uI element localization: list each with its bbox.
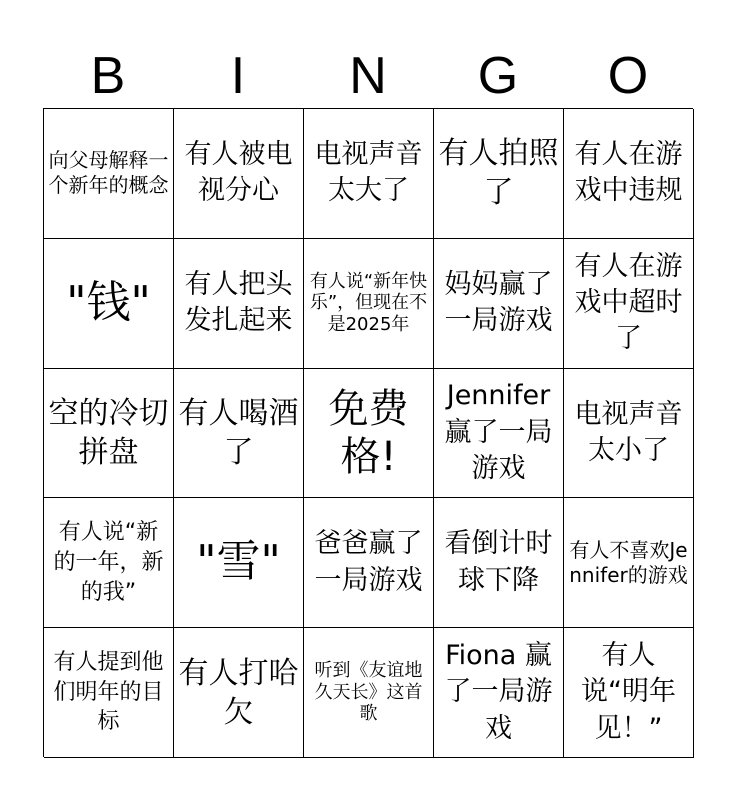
header-letter-b: B xyxy=(90,47,126,105)
bingo-cell-r3-c2[interactable] xyxy=(174,369,304,499)
cell-text: 向父母解释一个新年的概念 xyxy=(48,148,169,198)
bingo-cell-r2-c1[interactable] xyxy=(44,239,174,369)
bingo-cell-r5-c4[interactable] xyxy=(434,628,564,758)
bingo-cell-r1-c3[interactable] xyxy=(304,109,434,239)
bingo-cell-r4-c1[interactable] xyxy=(44,498,174,628)
cell-text: Jennifer赢了一局游戏 xyxy=(444,380,553,485)
bingo-cell-r2-c5[interactable] xyxy=(564,239,694,369)
cell-text: "钱" xyxy=(66,276,151,328)
header-letter-o: O xyxy=(607,47,649,105)
cell-text: 有人说“新年快乐”，但现在不是2025年 xyxy=(309,270,428,335)
cell-text: 有人说“新的一年，新的我” xyxy=(53,520,164,605)
cell-text: 有人喝酒了 xyxy=(178,395,299,470)
bingo-cell-r4-c2[interactable] xyxy=(174,498,304,628)
cell-text: 有人说“明年见！” xyxy=(581,639,676,744)
bingo-cell-r2-c2[interactable] xyxy=(174,239,304,369)
bingo-cell-r5-c5[interactable] xyxy=(564,628,694,758)
bingo-cell-r3-c4[interactable] xyxy=(434,369,564,499)
bingo-cell-r1-c5[interactable] xyxy=(564,109,694,239)
cell-text: 妈妈赢了一局游戏 xyxy=(444,268,553,337)
cell-text: Fiona 赢了一局游戏 xyxy=(444,639,553,744)
cell-text: 有人提到他们明年的目标 xyxy=(53,650,164,735)
bingo-cell-r1-c4[interactable] xyxy=(434,109,564,239)
bingo-cell-r2-c3[interactable] xyxy=(304,239,434,369)
cell-text: "雪" xyxy=(196,536,281,588)
bingo-cell-r4-c3[interactable] xyxy=(304,498,434,628)
header-letter-g: G xyxy=(477,47,519,105)
bingo-cell-r3-c5[interactable] xyxy=(564,369,694,499)
bingo-cell-r5-c2[interactable] xyxy=(174,628,304,758)
cell-text: 有人被电视分心 xyxy=(184,138,293,207)
cell-text: 有人打哈欠 xyxy=(178,655,299,730)
bingo-cell-r2-c4[interactable] xyxy=(434,239,564,369)
bingo-cell-r1-c2[interactable] xyxy=(174,109,304,239)
cell-text: 有人拍照了 xyxy=(438,136,559,211)
bingo-cell-r1-c1[interactable] xyxy=(44,109,174,239)
cell-text: 有人把头发扎起来 xyxy=(184,268,293,337)
cell-text: 空的冷切拼盘 xyxy=(48,395,169,470)
header-letter-n: N xyxy=(349,47,387,105)
cell-text: 看倒计时球下降 xyxy=(444,528,553,596)
bingo-cell-r3-c1[interactable] xyxy=(44,369,174,499)
bingo-cell-r4-c4[interactable] xyxy=(434,498,564,628)
free-space-cell[interactable] xyxy=(304,369,434,499)
cell-text: 有人在游戏中违规 xyxy=(574,138,683,207)
bingo-cell-r5-c1[interactable] xyxy=(44,628,174,758)
cell-text: 爸爸赢了一局游戏 xyxy=(314,528,423,596)
bingo-cell-r5-c3[interactable] xyxy=(304,628,434,758)
bingo-cell-r4-c5[interactable] xyxy=(564,498,694,628)
cell-text: 电视声音太小了 xyxy=(574,398,683,466)
cell-text: 听到《友谊地久天长》这首歌 xyxy=(314,660,423,725)
cell-text: 电视声音太大了 xyxy=(314,138,423,207)
cell-text: 有人不喜欢Jennifer的游戏 xyxy=(569,537,688,587)
bingo-grid xyxy=(43,108,693,757)
header-letter-i: I xyxy=(230,47,246,105)
free-space-text: 免费格! xyxy=(328,385,409,480)
bingo-header xyxy=(43,44,693,108)
cell-text: 有人在游戏中超时了 xyxy=(574,250,683,355)
